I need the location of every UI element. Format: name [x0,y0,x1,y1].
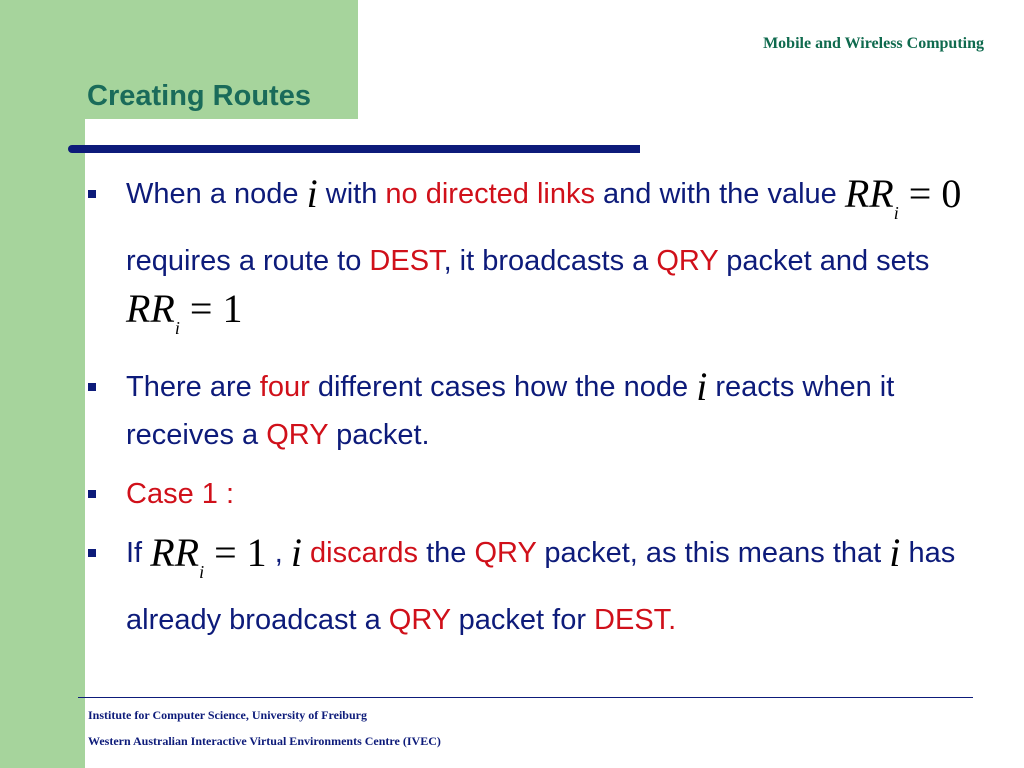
math-rr-equals-zero: $RR_i = 0$ [844,171,962,223]
title-underline-rule [68,145,640,153]
math-node-i: i [889,530,901,575]
footer-centre: Western Australian Interactive Virtual Environments Centre (IVEC) [88,734,441,748]
square-bullet-icon [88,383,96,391]
math-node-i: i [696,364,708,409]
math-rr-equals-one: $RR_i = 1$ [150,530,267,582]
square-bullet-icon [88,190,96,198]
footer-divider [78,697,973,698]
bullet-list [88,170,988,655]
bullet-item: Case 1 : [88,470,988,518]
math-node-i: i [306,171,318,216]
bullet-item: There are four different cases how the node i reacts when it receives a QRY packet. [88,363,988,459]
course-header: Mobile and Wireless Computing [763,35,984,52]
square-bullet-icon [88,490,96,498]
square-bullet-icon [88,549,96,557]
math-rr-equals-one: $RR_i = 1$ [126,286,243,338]
left-sidebar-band [0,0,85,768]
slide-title: Creating Routes [87,80,311,112]
bullet-item: When a node i with no directed links and with the value $RR_i = 0$ requires a route to DEST, it broadcasts a QRY packet and sets $RR_i = 1$ [88,170,988,352]
footer-institute: Institute for Computer Science, University of Freiburg [88,708,367,722]
bullet-item: If $RR_i = 1$ , i discards the QRY packet, as this means that i has already broadcast a QRY packet for DEST. [88,529,988,644]
math-node-i: i [290,530,302,575]
